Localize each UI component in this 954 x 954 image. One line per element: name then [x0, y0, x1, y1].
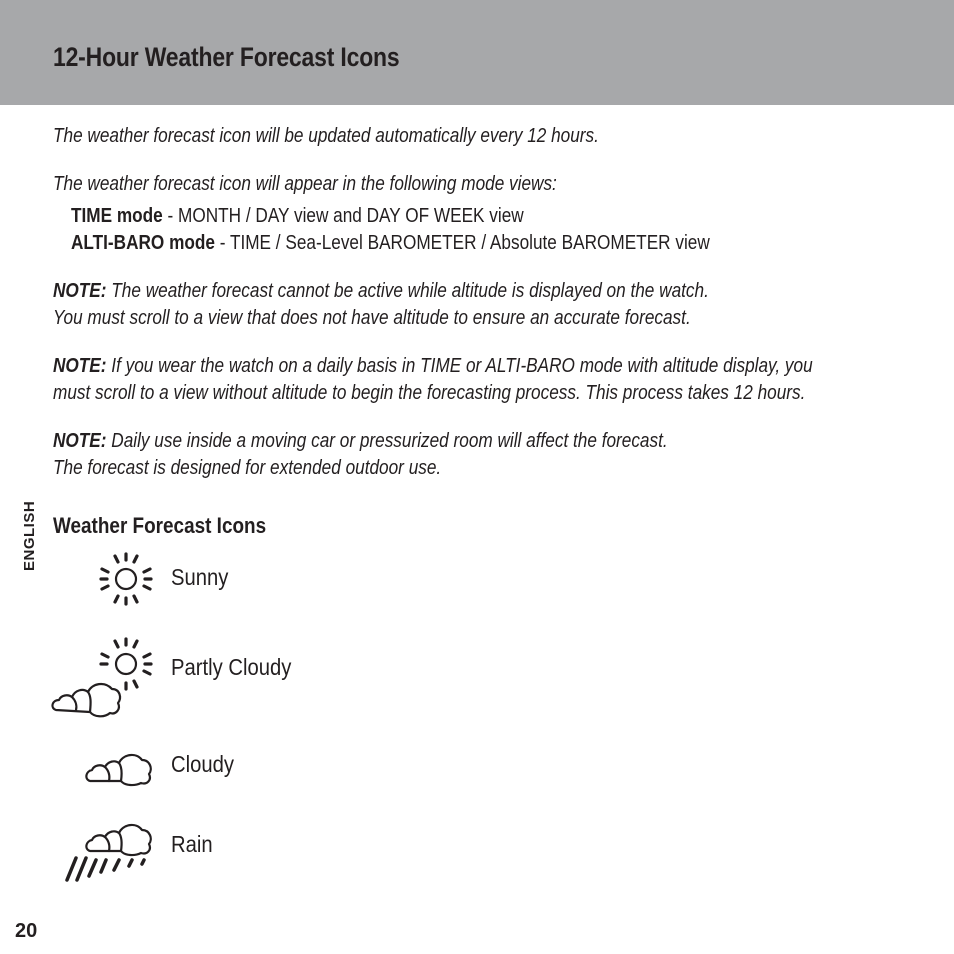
- rain-icon: [64, 818, 156, 884]
- page-number: 20: [15, 920, 38, 942]
- note-2-line-2: must scroll to a view without altitude to begin the forecasting process. This process takes 12 hours.: [53, 382, 806, 404]
- note-1-line-1: [53, 280, 709, 303]
- partly-cloudy-label: Partly Cloudy: [171, 654, 292, 680]
- mode-name: TIME mode: [71, 205, 163, 227]
- page-title: 12-Hour Weather Forecast Icons: [53, 42, 400, 72]
- note-label: NOTE:: [53, 355, 107, 377]
- note-3-line-1: [53, 430, 668, 453]
- mode-desc: - MONTH / DAY view and DAY OF WEEK view: [162, 205, 524, 227]
- mode-desc: - TIME / Sea-Level BAROMETER / Absolute BAROMETER view: [214, 232, 710, 254]
- note-1-line-2: You must scroll to a view that does not have altitude to ensure an accurate forecast.: [53, 307, 691, 329]
- cloud-icon: [84, 748, 156, 786]
- note-label: NOTE:: [53, 280, 107, 302]
- rain-label: Rain: [171, 831, 213, 857]
- note-3-line-2: The forecast is designed for extended outdoor use.: [53, 457, 442, 479]
- cloudy-label: Cloudy: [171, 751, 235, 777]
- mode-altibaro-line: [71, 232, 710, 255]
- mode-name: ALTI-BARO mode: [71, 232, 215, 254]
- sun-cloud-icon: [50, 636, 160, 718]
- note-text: Daily use inside a moving car or pressurized room will affect the forecast.: [106, 430, 668, 452]
- language-tab: ENGLISH: [21, 500, 38, 571]
- mode-views-intro: The weather forecast icon will appear in the following mode views:: [53, 173, 557, 195]
- sunny-label: Sunny: [171, 564, 229, 590]
- icons-section-title: Weather Forecast Icons: [53, 513, 267, 538]
- note-2-line-1: [53, 355, 813, 378]
- note-text: The weather forecast cannot be active while altitude is displayed on the watch.: [106, 280, 709, 302]
- page-header: [0, 0, 954, 105]
- note-label: NOTE:: [53, 430, 107, 452]
- mode-time-line: [71, 205, 524, 228]
- sun-icon: [98, 551, 154, 607]
- note-text: If you wear the watch on a daily basis in TIME or ALTI-BARO mode with altitude display, you: [106, 355, 813, 377]
- update-note: The weather forecast icon will be updated automatically every 12 hours.: [53, 125, 599, 147]
